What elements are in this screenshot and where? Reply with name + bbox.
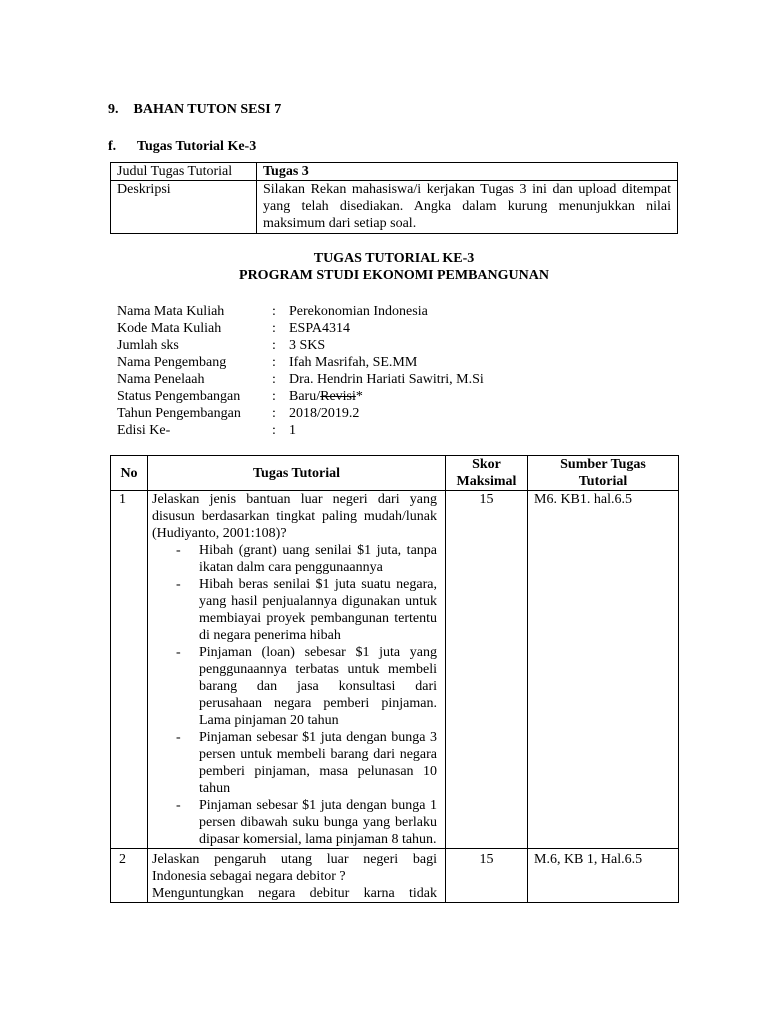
info-label: Edisi Ke- [117, 423, 171, 438]
summary-row-title [111, 163, 678, 181]
info-label: Jumlah sks [117, 338, 179, 353]
info-row [117, 337, 484, 354]
document-heading-1: TUGAS TUTORIAL KE-3 [313, 251, 475, 266]
info-label: Tahun Pengembangan [117, 406, 241, 421]
summary-title-label: Judul Tugas Tutorial [111, 163, 257, 181]
info-row [117, 320, 484, 337]
task-question: Jelaskan pengaruh utang luar negeri bagi Indonesia sebagai negara debitor ? [152, 852, 437, 884]
info-label: Kode Mata Kuliah [117, 321, 222, 336]
info-separator: : [272, 304, 276, 319]
task-number: 2 [111, 849, 148, 903]
summary-row-description [111, 181, 678, 234]
info-row [117, 371, 484, 388]
document-heading-2: PROGRAM STUDI EKONOMI PEMBANGUNAN [239, 268, 549, 283]
subsection-letter: f. [108, 139, 117, 154]
task-option: - Hibah (grant) uang senilai $1 juta, tanpa ikatan dalm cara penggunaannya [152, 542, 437, 576]
summary-title-value: Tugas 3 [257, 163, 678, 181]
status-revisi-struck: Revisi [320, 389, 356, 404]
summary-table [110, 162, 678, 234]
task-option: - Pinjaman sebesar $1 juta dengan bunga 3 persen untuk membeli barang dari negara pemberi pinjaman, masa pelunasan 10 tahun [152, 729, 437, 797]
info-row [117, 405, 484, 422]
task-option: - Pinjaman (loan) sebesar $1 juta yang penggunaannya terbatas untuk membeli barang dan jasa konsultasi dari perusahaan negara pemberi pinjaman. Lama pinjaman 20 tahun [152, 644, 437, 729]
info-value [289, 388, 484, 405]
section-number: 9. [108, 102, 119, 117]
info-label: Nama Mata Kuliah [117, 304, 225, 319]
section-title: BAHAN TUTON SESI 7 [133, 102, 282, 117]
info-value: ESPA4314 [289, 321, 350, 336]
task-option: - Pinjaman sebesar $1 juta dengan bunga 1 persen dibawah suku bunga yang berlaku dipasar komersial, lama pinjaman 8 tahun. [152, 797, 437, 848]
task-content [148, 491, 446, 849]
info-separator: : [272, 372, 276, 387]
info-value: 2018/2019.2 [289, 406, 360, 421]
info-row [117, 388, 484, 405]
task-source: M6. KB1. hal.6.5 [528, 491, 679, 849]
header-source: Sumber Tugas Tutorial [528, 456, 679, 491]
subsection-heading [108, 138, 256, 155]
task-option: - Hibah beras senilai $1 juta suatu negara, yang hasil penjualannya digunakan untuk membiayai proyek pembangunan tertentu di negara penerima hibah [152, 576, 437, 644]
task-score: 15 [446, 849, 528, 903]
header-no: No [111, 456, 148, 491]
task-row [111, 849, 679, 903]
task-table-header [111, 456, 679, 491]
info-value: Perekonomian Indonesia [289, 304, 428, 319]
info-value: Ifah Masrifah, SE.MM [289, 355, 418, 370]
status-asterisk: * [355, 389, 363, 404]
summary-description-label: Deskripsi [111, 181, 257, 234]
info-row [117, 422, 484, 439]
status-baru: Baru/ [289, 389, 321, 404]
info-label: Status Pengembangan [117, 389, 241, 404]
task-question: Jelaskan jenis bantuan luar negeri dari yang disusun berdasarkan tingkat paling mudah/lunak (Hudiyanto, 2001:108)? [152, 492, 437, 541]
task-row [111, 491, 679, 849]
task-option-list [152, 542, 437, 848]
info-separator: : [272, 389, 276, 404]
task-source: M.6, KB 1, Hal.6.5 [528, 849, 679, 903]
header-task: Tugas Tutorial [148, 456, 446, 491]
info-value: Dra. Hendrin Hariati Sawitri, M.Si [289, 372, 484, 387]
info-separator: : [272, 406, 276, 421]
info-separator: : [272, 423, 276, 438]
subsection-title: Tugas Tutorial Ke-3 [136, 139, 257, 154]
info-separator: : [272, 321, 276, 336]
info-row [117, 354, 484, 371]
task-number: 1 [111, 491, 148, 849]
info-separator: : [272, 355, 276, 370]
task-content [148, 849, 446, 903]
info-separator: : [272, 338, 276, 353]
info-value: 1 [289, 423, 296, 438]
header-score: Skor Maksimal [446, 456, 528, 491]
info-row [117, 303, 484, 320]
task-table [110, 455, 679, 903]
section-heading [108, 101, 281, 118]
info-label: Nama Penelaah [117, 372, 205, 387]
info-label: Nama Pengembang [117, 355, 227, 370]
summary-description-value: Silakan Rekan mahasiswa/i kerjakan Tugas 3 ini dan upload ditempat yang telah disediakan. Angka dalam kurung menunjukkan nilai maksimum dari setiap soal. [257, 181, 678, 234]
task-score: 15 [446, 491, 528, 849]
course-info-table [117, 303, 484, 439]
task-question-continued: Menguntungkan negara debitur karna tidak [152, 886, 437, 901]
info-value: 3 SKS [289, 338, 326, 353]
